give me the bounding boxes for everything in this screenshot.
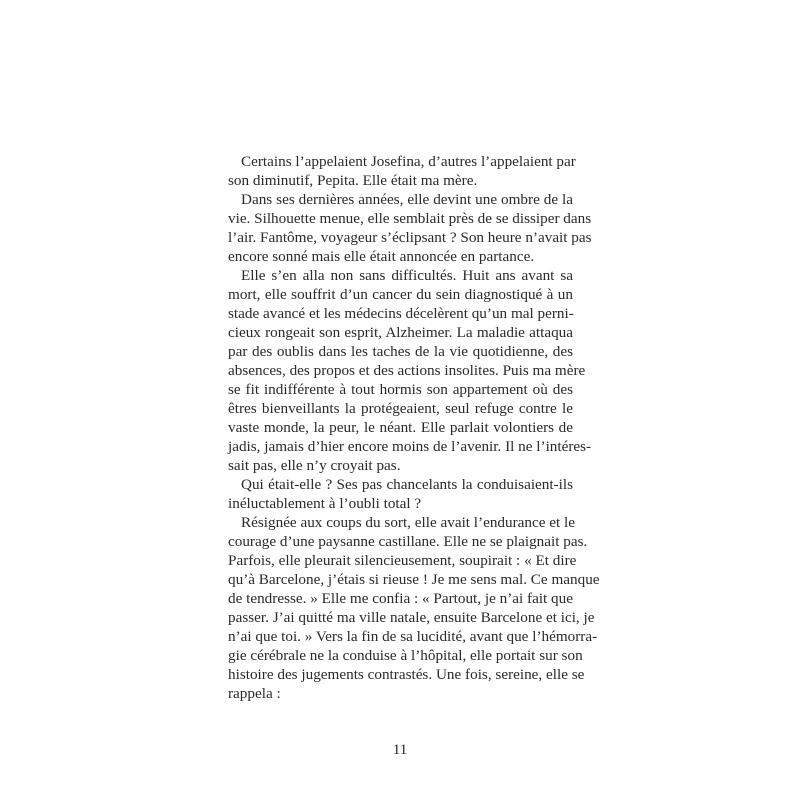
text-line: qu’à Barcelone, j’étais si rieuse ! Je me sens mal. Ce manque xyxy=(228,571,600,588)
text-line: l’air. Fantôme, voyageur s’éclipsant ? Son heure n’avait pas xyxy=(228,229,592,246)
text-line: de tendresse. » Elle me confia : « Partout, je n’ai fait que xyxy=(228,590,573,607)
text-line: Qui était-elle ? Ses pas chancelants la conduisaient-ils xyxy=(241,476,573,493)
text-line: rappela : xyxy=(228,685,281,702)
text-line: par des oublis dans les taches de la vie quotidienne, des xyxy=(228,343,573,360)
text-line: cieux rongeait son esprit, Alzheimer. La maladie attaqua xyxy=(228,324,573,341)
text-line: vie. Silhouette menue, elle semblait près de se dissiper dans xyxy=(228,210,592,227)
text-line: inéluctablement à l’oubli total ? xyxy=(228,495,422,512)
page-number: 11 xyxy=(392,741,408,758)
text-line: encore sonné mais elle était annoncée en partance. xyxy=(228,248,535,265)
text-line: Certains l’appelaient Josefina, d’autres l’appelaient par xyxy=(241,153,576,170)
text-line: Parfois, elle pleurait silencieusement, soupirait : « Et dire xyxy=(228,552,577,569)
text-line: se fit indifférente à tout hormis son appartement où des xyxy=(228,381,573,398)
text-line: gie cérébrale ne la conduise à l’hôpital, elle portait sur son xyxy=(228,647,583,664)
text-line: passer. J’ai quitté ma ville natale, ensuite Barcelone et ici, je xyxy=(228,609,595,626)
text-line: stade avancé et les médecins décelèrent qu’un mal perni- xyxy=(228,305,574,322)
text-line: son diminutif, Pepita. Elle était ma mère. xyxy=(228,172,478,189)
text-line: jadis, jamais d’hier encore moins de l’avenir. Il ne l’intéres- xyxy=(228,438,592,455)
text-line: mort, elle souffrit d’un cancer du sein diagnostiqué à un xyxy=(228,286,573,303)
text-line: vaste monde, la peur, le néant. Elle parlait volontiers de xyxy=(228,419,573,436)
text-line: n’ai que toi. » Vers la fin de sa lucidité, avant que l’hémorra- xyxy=(228,628,598,645)
text-line: courage d’une paysanne castillane. Elle ne se plaignait pas. xyxy=(228,533,588,550)
text-line: histoire des jugements contrastés. Une fois, sereine, elle se xyxy=(228,666,585,683)
text-line: Dans ses dernières années, elle devint une ombre de la xyxy=(241,191,573,208)
text-line: êtres bienveillants la protégeaient, seul refuge contre le xyxy=(228,400,573,417)
text-line: Elle s’en alla non sans difficultés. Huit ans avant sa xyxy=(241,267,573,284)
text-line: Résignée aux coups du sort, elle avait l’endurance et le xyxy=(241,514,575,531)
text-line: absences, des propos et des actions insolites. Puis ma mère xyxy=(228,362,586,379)
text-line: sait pas, elle n’y croyait pas. xyxy=(228,457,401,474)
body-text xyxy=(228,152,600,703)
